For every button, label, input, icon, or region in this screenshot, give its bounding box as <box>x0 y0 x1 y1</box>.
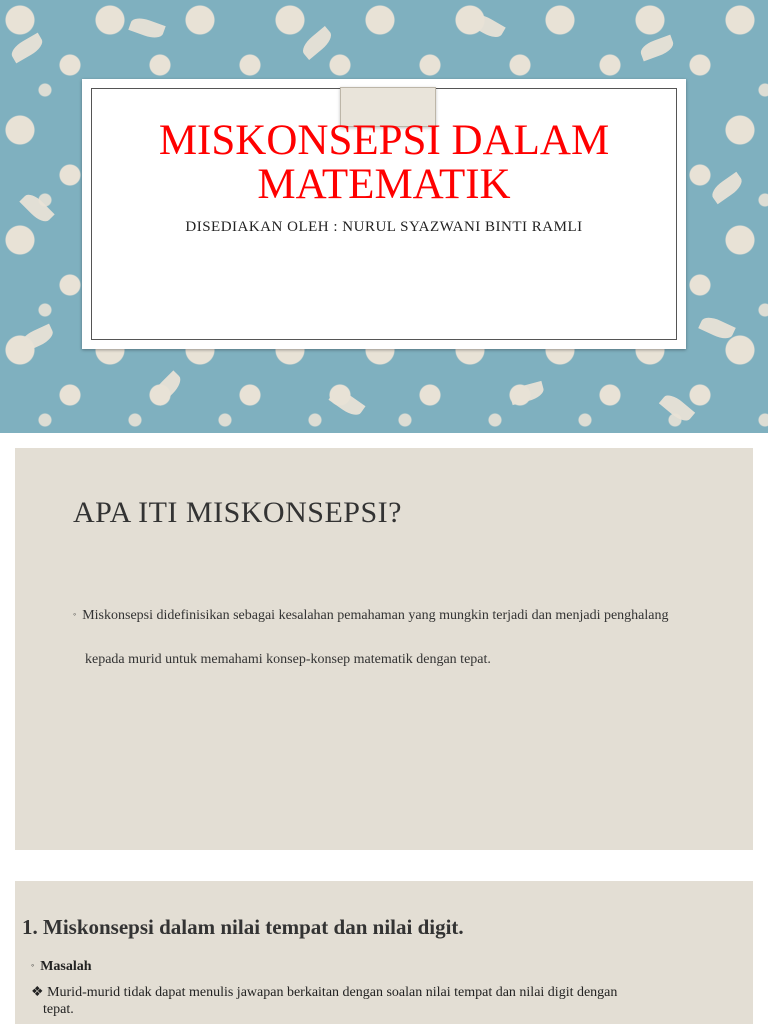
diamond-bullet-icon: ❖ <box>31 985 44 1000</box>
body-line-1 <box>73 592 733 638</box>
leaf-decoration <box>328 387 365 420</box>
slide-heading: APA ITI MISKONSEPSI? <box>73 496 402 529</box>
sub-heading <box>31 959 92 975</box>
item-text: Murid-murid tidak dapat menulis jawapan berkaitan dengan soalan nilai tempat dan nilai digit dengan <box>47 985 618 1000</box>
leaf-decoration <box>638 35 675 62</box>
bullet-icon: ◦ <box>73 609 77 619</box>
slide-heading: 1. Miskonsepsi dalam nilai tempat dan nilai digit. <box>22 915 464 939</box>
misconception-slide <box>15 881 753 1024</box>
definition-text: Miskonsepsi didefinisikan sebagai kesalahan pemahaman yang mungkin terjadi dan menjadi penghalang <box>82 608 669 623</box>
slide-body <box>73 592 733 682</box>
title-line-1: MISKONSEPSI DALAM <box>158 117 610 164</box>
title-slide <box>0 0 768 433</box>
leaf-decoration <box>149 370 184 405</box>
subtitle: DISEDIAKAN OLEH : NURUL SYAZWANI BINTI RAMLI <box>185 219 583 235</box>
title-card <box>82 79 686 349</box>
item-line-2: tepat. <box>43 1002 74 1017</box>
leaf-decoration <box>698 314 736 343</box>
item-line-1 <box>31 984 651 1001</box>
page-title <box>92 119 676 207</box>
leaf-decoration <box>18 324 56 353</box>
slide-body <box>31 984 651 1018</box>
leaf-decoration <box>509 381 546 405</box>
sub-heading-text: Masalah <box>40 959 92 974</box>
leaf-decoration <box>19 190 54 225</box>
body-line-2: kepada murid untuk memahami konsep-konsep matematik dengan tepat. <box>85 652 491 667</box>
title-line-2: MATEMATIK <box>257 161 511 208</box>
bullet-icon: ◦ <box>31 960 35 970</box>
leaf-decoration <box>8 33 45 64</box>
definition-slide <box>15 448 753 850</box>
leaf-decoration <box>659 391 695 425</box>
leaf-decoration <box>468 11 505 42</box>
leaf-decoration <box>708 172 745 205</box>
leaf-decoration <box>299 26 335 60</box>
leaf-decoration <box>128 15 165 42</box>
title-card-frame <box>91 88 677 340</box>
